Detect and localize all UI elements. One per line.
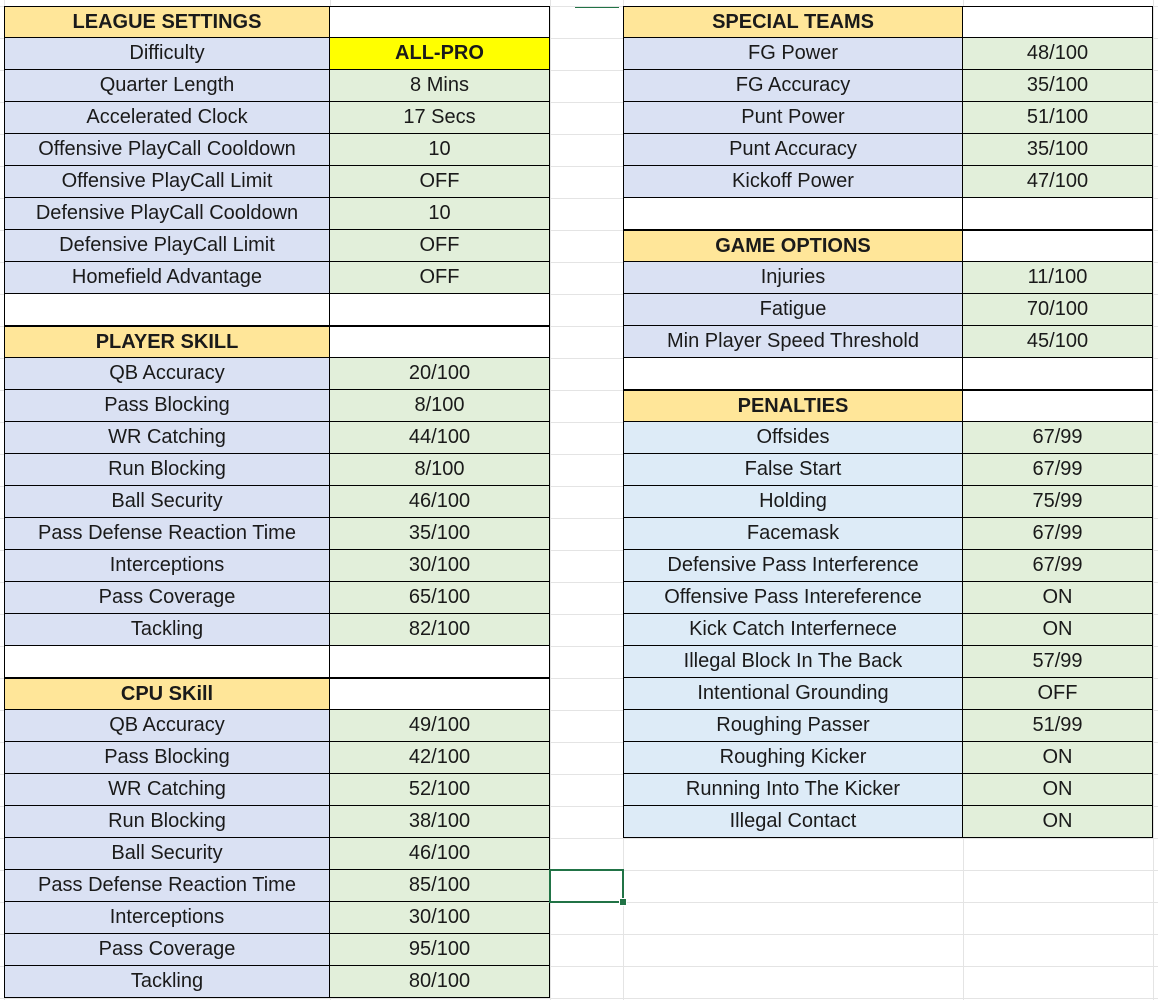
- section-header-league-settings[interactable]: LEAGUE SETTINGS: [4, 6, 330, 38]
- setting-value-player-skill-qb-accuracy[interactable]: 20/100: [330, 358, 550, 390]
- setting-value-league-settings-defensive-playcall-cooldown[interactable]: 10: [330, 198, 550, 230]
- setting-label-league-settings-offensive-playcall-cooldown[interactable]: Offensive PlayCall Cooldown: [4, 134, 330, 166]
- setting-value-player-skill-tackling[interactable]: 82/100: [330, 614, 550, 646]
- setting-label-cpu-skill-wr-catching[interactable]: WR Catching: [4, 774, 330, 806]
- setting-value-player-skill-pass-blocking[interactable]: 8/100: [330, 390, 550, 422]
- setting-value-penalties-offensive-pass-intereference[interactable]: ON: [963, 582, 1153, 614]
- gridline-vertical: [550, 0, 551, 1000]
- setting-label-penalties-facemask[interactable]: Facemask: [623, 518, 963, 550]
- fill-handle[interactable]: [619, 898, 627, 906]
- setting-value-player-skill-ball-security[interactable]: 46/100: [330, 486, 550, 518]
- setting-label-special-teams-kickoff-power[interactable]: Kickoff Power: [623, 166, 963, 198]
- setting-value-league-settings-quarter-length[interactable]: 8 Mins: [330, 70, 550, 102]
- setting-value-league-settings-homefield-advantage[interactable]: OFF: [330, 262, 550, 294]
- setting-label-player-skill-qb-accuracy[interactable]: QB Accuracy: [4, 358, 330, 390]
- setting-value-league-settings-offensive-playcall-cooldown[interactable]: 10: [330, 134, 550, 166]
- setting-value-penalties-illegal-contact[interactable]: ON: [963, 806, 1153, 838]
- setting-label-penalties-illegal-block-in-the-back[interactable]: Illegal Block In The Back: [623, 646, 963, 678]
- setting-value-game-options-injuries[interactable]: 11/100: [963, 262, 1153, 294]
- setting-value-penalties-roughing-kicker[interactable]: ON: [963, 742, 1153, 774]
- section-header-blank-player-skill[interactable]: [330, 326, 550, 358]
- blank-spacer-cell[interactable]: [330, 294, 550, 326]
- setting-label-penalties-defensive-pass-interference[interactable]: Defensive Pass Interference: [623, 550, 963, 582]
- section-header-cpu-skill[interactable]: CPU SKill: [4, 678, 330, 710]
- setting-label-cpu-skill-qb-accuracy[interactable]: QB Accuracy: [4, 710, 330, 742]
- setting-label-league-settings-accelerated-clock[interactable]: Accelerated Clock: [4, 102, 330, 134]
- setting-label-penalties-kick-catch-interfernece[interactable]: Kick Catch Interfernece: [623, 614, 963, 646]
- setting-label-cpu-skill-tackling[interactable]: Tackling: [4, 966, 330, 998]
- setting-label-cpu-skill-interceptions[interactable]: Interceptions: [4, 902, 330, 934]
- setting-label-league-settings-quarter-length[interactable]: Quarter Length: [4, 70, 330, 102]
- gridline-vertical: [1153, 0, 1154, 1000]
- setting-label-game-options-min-player-speed-threshold[interactable]: Min Player Speed Threshold: [623, 326, 963, 358]
- blank-spacer-cell[interactable]: [623, 198, 963, 230]
- setting-label-league-settings-defensive-playcall-cooldown[interactable]: Defensive PlayCall Cooldown: [4, 198, 330, 230]
- setting-value-league-settings-accelerated-clock[interactable]: 17 Secs: [330, 102, 550, 134]
- setting-label-penalties-offensive-pass-intereference[interactable]: Offensive Pass Intereference: [623, 582, 963, 614]
- setting-value-cpu-skill-pass-defense-reaction-time[interactable]: 85/100: [330, 870, 550, 902]
- setting-value-cpu-skill-tackling[interactable]: 80/100: [330, 966, 550, 998]
- setting-label-penalties-intentional-grounding[interactable]: Intentional Grounding: [623, 678, 963, 710]
- setting-label-penalties-illegal-contact[interactable]: Illegal Contact: [623, 806, 963, 838]
- setting-label-cpu-skill-ball-security[interactable]: Ball Security: [4, 838, 330, 870]
- setting-value-penalties-false-start[interactable]: 67/99: [963, 454, 1153, 486]
- section-header-blank-special-teams[interactable]: [963, 6, 1153, 38]
- section-header-game-options[interactable]: GAME OPTIONS: [623, 230, 963, 262]
- setting-value-cpu-skill-pass-blocking[interactable]: 42/100: [330, 742, 550, 774]
- blank-spacer-cell[interactable]: [963, 358, 1153, 390]
- setting-label-penalties-running-into-the-kicker[interactable]: Running Into The Kicker: [623, 774, 963, 806]
- setting-value-player-skill-wr-catching[interactable]: 44/100: [330, 422, 550, 454]
- setting-label-special-teams-fg-accuracy[interactable]: FG Accuracy: [623, 70, 963, 102]
- blank-spacer-cell[interactable]: [4, 646, 330, 678]
- setting-value-penalties-kick-catch-interfernece[interactable]: ON: [963, 614, 1153, 646]
- setting-value-league-settings-difficulty[interactable]: ALL-PRO: [330, 38, 550, 70]
- setting-label-player-skill-tackling[interactable]: Tackling: [4, 614, 330, 646]
- setting-label-league-settings-homefield-advantage[interactable]: Homefield Advantage: [4, 262, 330, 294]
- setting-value-cpu-skill-ball-security[interactable]: 46/100: [330, 838, 550, 870]
- setting-label-league-settings-defensive-playcall-limit[interactable]: Defensive PlayCall Limit: [4, 230, 330, 262]
- setting-label-player-skill-pass-coverage[interactable]: Pass Coverage: [4, 582, 330, 614]
- section-header-penalties[interactable]: PENALTIES: [623, 390, 963, 422]
- setting-label-player-skill-wr-catching[interactable]: WR Catching: [4, 422, 330, 454]
- section-header-special-teams[interactable]: SPECIAL TEAMS: [623, 6, 963, 38]
- setting-label-game-options-fatigue[interactable]: Fatigue: [623, 294, 963, 326]
- blank-spacer-cell[interactable]: [4, 294, 330, 326]
- setting-value-special-teams-fg-power[interactable]: 48/100: [963, 38, 1153, 70]
- setting-value-player-skill-pass-coverage[interactable]: 65/100: [330, 582, 550, 614]
- setting-label-special-teams-fg-power[interactable]: FG Power: [623, 38, 963, 70]
- setting-value-penalties-illegal-block-in-the-back[interactable]: 57/99: [963, 646, 1153, 678]
- setting-value-cpu-skill-pass-coverage[interactable]: 95/100: [330, 934, 550, 966]
- setting-value-league-settings-defensive-playcall-limit[interactable]: OFF: [330, 230, 550, 262]
- setting-value-game-options-min-player-speed-threshold[interactable]: 45/100: [963, 326, 1153, 358]
- setting-value-player-skill-pass-defense-reaction-time[interactable]: 35/100: [330, 518, 550, 550]
- setting-value-penalties-roughing-passer[interactable]: 51/99: [963, 710, 1153, 742]
- setting-value-penalties-holding[interactable]: 75/99: [963, 486, 1153, 518]
- setting-value-special-teams-fg-accuracy[interactable]: 35/100: [963, 70, 1153, 102]
- section-header-blank-penalties[interactable]: [963, 390, 1153, 422]
- setting-label-penalties-roughing-kicker[interactable]: Roughing Kicker: [623, 742, 963, 774]
- setting-value-special-teams-punt-accuracy[interactable]: 35/100: [963, 134, 1153, 166]
- section-header-blank-league-settings[interactable]: [330, 6, 550, 38]
- setting-label-player-skill-pass-blocking[interactable]: Pass Blocking: [4, 390, 330, 422]
- setting-value-cpu-skill-wr-catching[interactable]: 52/100: [330, 774, 550, 806]
- setting-label-special-teams-punt-power[interactable]: Punt Power: [623, 102, 963, 134]
- setting-value-penalties-running-into-the-kicker[interactable]: ON: [963, 774, 1153, 806]
- section-header-blank-game-options[interactable]: [963, 230, 1153, 262]
- setting-value-cpu-skill-run-blocking[interactable]: 38/100: [330, 806, 550, 838]
- setting-label-game-options-injuries[interactable]: Injuries: [623, 262, 963, 294]
- setting-value-game-options-fatigue[interactable]: 70/100: [963, 294, 1153, 326]
- setting-label-cpu-skill-pass-defense-reaction-time[interactable]: Pass Defense Reaction Time: [4, 870, 330, 902]
- active-cell-selection[interactable]: [549, 869, 624, 903]
- setting-label-penalties-holding[interactable]: Holding: [623, 486, 963, 518]
- setting-value-cpu-skill-interceptions[interactable]: 30/100: [330, 902, 550, 934]
- setting-label-cpu-skill-run-blocking[interactable]: Run Blocking: [4, 806, 330, 838]
- setting-value-player-skill-run-blocking[interactable]: 8/100: [330, 454, 550, 486]
- setting-label-league-settings-difficulty[interactable]: Difficulty: [4, 38, 330, 70]
- setting-label-player-skill-ball-security[interactable]: Ball Security: [4, 486, 330, 518]
- section-header-player-skill[interactable]: PLAYER SKILL: [4, 326, 330, 358]
- setting-label-league-settings-offensive-playcall-limit[interactable]: Offensive PlayCall Limit: [4, 166, 330, 198]
- section-header-blank-cpu-skill[interactable]: [330, 678, 550, 710]
- setting-value-penalties-defensive-pass-interference[interactable]: 67/99: [963, 550, 1153, 582]
- gridline-horizontal: [0, 998, 1158, 999]
- blank-spacer-cell[interactable]: [963, 198, 1153, 230]
- setting-label-penalties-offsides[interactable]: Offsides: [623, 422, 963, 454]
- setting-label-penalties-false-start[interactable]: False Start: [623, 454, 963, 486]
- setting-label-player-skill-run-blocking[interactable]: Run Blocking: [4, 454, 330, 486]
- blank-spacer-cell[interactable]: [330, 646, 550, 678]
- setting-value-penalties-offsides[interactable]: 67/99: [963, 422, 1153, 454]
- setting-value-special-teams-kickoff-power[interactable]: 47/100: [963, 166, 1153, 198]
- setting-value-penalties-facemask[interactable]: 67/99: [963, 518, 1153, 550]
- setting-label-player-skill-pass-defense-reaction-time[interactable]: Pass Defense Reaction Time: [4, 518, 330, 550]
- setting-label-player-skill-interceptions[interactable]: Interceptions: [4, 550, 330, 582]
- setting-label-penalties-roughing-passer[interactable]: Roughing Passer: [623, 710, 963, 742]
- setting-value-player-skill-interceptions[interactable]: 30/100: [330, 550, 550, 582]
- setting-value-penalties-intentional-grounding[interactable]: OFF: [963, 678, 1153, 710]
- blank-spacer-cell[interactable]: [623, 358, 963, 390]
- setting-value-cpu-skill-qb-accuracy[interactable]: 49/100: [330, 710, 550, 742]
- setting-value-special-teams-punt-power[interactable]: 51/100: [963, 102, 1153, 134]
- setting-label-cpu-skill-pass-coverage[interactable]: Pass Coverage: [4, 934, 330, 966]
- setting-label-cpu-skill-pass-blocking[interactable]: Pass Blocking: [4, 742, 330, 774]
- setting-value-league-settings-offensive-playcall-limit[interactable]: OFF: [330, 166, 550, 198]
- setting-label-special-teams-punt-accuracy[interactable]: Punt Accuracy: [623, 134, 963, 166]
